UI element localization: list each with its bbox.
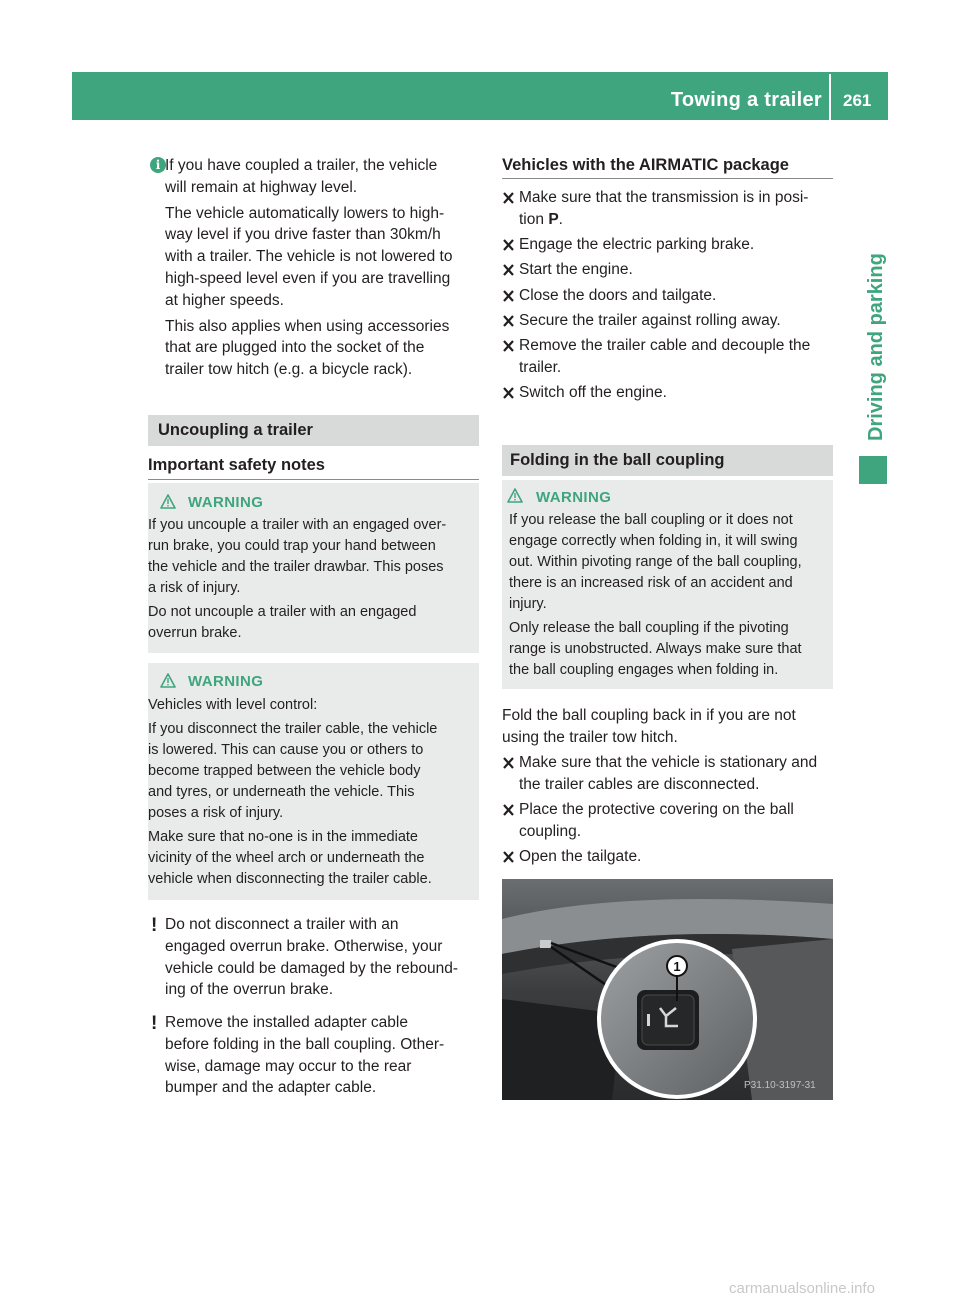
step-arrow-icon: [503, 851, 514, 863]
steps-airmatic: [502, 187, 842, 404]
step-arrow-icon: [503, 340, 514, 352]
figure-callout: 1: [673, 959, 681, 974]
warning-box-2: [148, 663, 479, 900]
figure-code: P31.10-3197-31: [744, 1080, 816, 1091]
info-icon: i: [150, 157, 166, 173]
step-arrow-icon: [503, 757, 514, 769]
warning-title-1: WARNING: [188, 494, 264, 511]
step-item: Make sure that the vehicle is stationary and the trailer cables are disconnected.: [502, 752, 842, 796]
section-heading-uncoupling: Uncoupling a trailer: [148, 415, 479, 446]
step-arrow-icon: [503, 804, 514, 816]
caution-note-2: Remove the installed adapter cable before folding in the ball coupling. Other- wise, damage may occur to the rear bumper and the adapter cable.: [165, 1014, 445, 1097]
warning-text-3: If you release the ball coupling or it does not engage correctly when folding in, it will swing out. Within pivoting range of the ball coupling, there is an increased risk of an accident and injury. Only release the ball coupling if the pivoting range is unobstructed. Always make sure that the ball coupling engages when folding in.: [509, 512, 802, 678]
warning-triangle-icon: [160, 494, 176, 509]
steps-folding: [502, 752, 842, 868]
step-arrow-icon: [503, 290, 514, 302]
warning-text-1: If you uncouple a trailer with an engaged over- run brake, you could trap your hand between the vehicle and the trailer drawbar. This poses a risk of injury. Do not uncouple a trailer with an engaged overrun brake.: [148, 517, 447, 641]
warning-triangle-icon: [160, 673, 176, 688]
page-number: 261: [843, 91, 872, 110]
step-arrow-icon: [503, 239, 514, 251]
tailgate-photo: [502, 879, 833, 1100]
section-heading-folding: Folding in the ball coupling: [502, 445, 833, 476]
header-divider: [829, 74, 831, 120]
subheading-rule: [148, 479, 479, 480]
subheading-safety-notes: Important safety notes: [148, 456, 325, 474]
step-item: Secure the trailer against rolling away.: [502, 310, 842, 332]
info-paragraph-1: If you have coupled a trailer, the vehicle will remain at highway level.: [165, 157, 438, 196]
warning-text-2: Vehicles with level control: If you disconnect the trailer cable, the vehicle is lowered. This can cause you or others to become trapped between the vehicle body and tyres, or underneath the vehicle. This poses a risk of injury. Make sure that no-one is in the immediate vicinity of the wheel arch or underneath the vehicle when disconnecting the trailer cable.: [148, 697, 438, 887]
chapter-tab: [861, 253, 889, 441]
page-title: Towing a trailer: [670, 89, 822, 111]
step-arrow-icon: [503, 264, 514, 276]
info-paragraph-3: This also applies when using accessories that are plugged into the socket of the trailer tow hitch (e.g. a bicycle rack).: [165, 317, 450, 379]
chapter-tab-label: Driving and parking: [865, 253, 887, 441]
step-item: Start the engine.: [502, 259, 842, 281]
folding-intro: Fold the ball coupling back in if you are not using the trailer tow hitch.: [502, 707, 796, 746]
step-arrow-icon: [503, 387, 514, 399]
step-item: Make sure that the transmission is in posi- tion P.: [502, 187, 842, 231]
chapter-marker: [859, 456, 887, 484]
step-item: Place the protective covering on the ball coupling.: [502, 799, 842, 843]
step-arrow-icon: [503, 315, 514, 327]
warning-triangle-icon: [507, 488, 523, 503]
caution-note-1: Do not disconnect a trailer with an engaged overrun brake. Otherwise, your vehicle could be damaged by the rebound- ing of the overrun brake.: [165, 916, 458, 999]
step-item: Remove the trailer cable and decouple the trailer.: [502, 335, 842, 379]
step-item: Close the doors and tailgate.: [502, 285, 842, 307]
warning-box-1: [148, 483, 479, 653]
step-item: Switch off the engine.: [502, 382, 842, 404]
step-item: Engage the electric parking brake.: [502, 234, 842, 256]
step-arrow-icon: [503, 192, 514, 204]
step-item: Open the tailgate.: [502, 846, 842, 868]
subheading-rule: [502, 178, 833, 179]
warning-title-3: WARNING: [536, 489, 612, 506]
warning-box-3: [502, 480, 833, 689]
info-paragraph-2: The vehicle automatically lowers to high- way level if you drive faster than 30km/h with a trailer. The vehicle is not lowered to high-speed level even if you are travelling at higher speeds.: [165, 204, 453, 309]
subheading-airmatic: Vehicles with the AIRMATIC package: [502, 156, 789, 174]
caution-icon: !: [151, 915, 158, 936]
warning-title-2: WARNING: [188, 673, 264, 690]
watermark: carmanualsonline.info: [729, 1280, 875, 1297]
info-note: [165, 155, 485, 381]
caution-icon: !: [151, 1013, 158, 1034]
tailgate-illustration: [502, 879, 833, 1100]
